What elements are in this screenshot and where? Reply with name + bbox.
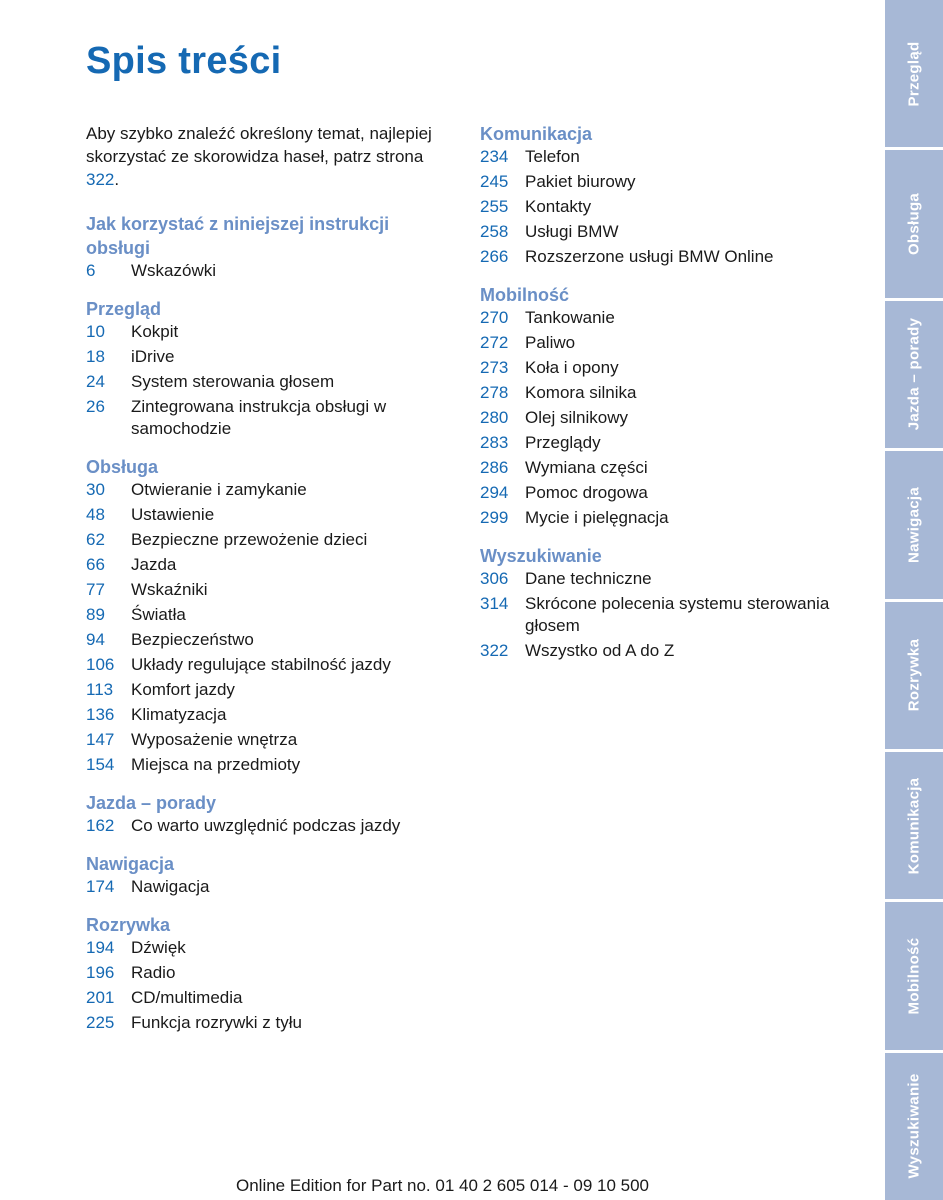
toc-entry[interactable] — [86, 1012, 446, 1034]
page-number[interactable]: 280 — [480, 408, 509, 427]
page-number[interactable]: 94 — [86, 630, 105, 649]
entry-label: Radio — [131, 963, 176, 982]
intro-paragraph — [86, 122, 446, 191]
entry-label: System sterowania głosem — [131, 372, 335, 391]
toc-entry[interactable] — [86, 321, 446, 343]
entry-label: Usługi BMW — [525, 222, 619, 241]
side-tab-rozrywka[interactable] — [885, 602, 943, 749]
toc-entry[interactable] — [86, 754, 446, 776]
entry-label: Olej silnikowy — [525, 408, 628, 427]
entry-label: Co warto uwzględnić podczas jazdy — [131, 816, 401, 835]
toc-entry[interactable] — [86, 504, 446, 526]
toc-entry[interactable] — [86, 654, 446, 676]
page-number[interactable]: 278 — [480, 383, 509, 402]
entry-label: Dane techniczne — [525, 569, 652, 588]
right-sections — [480, 122, 855, 662]
page-number[interactable]: 30 — [86, 480, 105, 499]
toc-entry[interactable] — [86, 629, 446, 651]
page-number[interactable]: 245 — [480, 172, 509, 191]
toc-entry[interactable] — [480, 482, 855, 504]
entry-label: Tankowanie — [525, 308, 615, 327]
side-tab-label: Obsługa — [905, 193, 923, 256]
side-tab-label: Przegląd — [905, 41, 923, 107]
toc-entry[interactable] — [86, 937, 446, 959]
page-number[interactable]: 66 — [86, 555, 105, 574]
toc-entry[interactable] — [86, 604, 446, 626]
side-tab-label: Nawigacja — [905, 486, 923, 563]
section-title[interactable]: Nawigacja — [86, 854, 175, 874]
toc-entry[interactable] — [86, 729, 446, 751]
section-title[interactable]: Wyszukiwanie — [480, 546, 602, 566]
toc-entry[interactable] — [480, 407, 855, 429]
side-tab-label: Komunikacja — [905, 777, 923, 874]
toc-entry[interactable] — [86, 346, 446, 368]
toc-entry[interactable] — [480, 221, 855, 243]
entry-label: Światła — [131, 605, 186, 624]
page-number[interactable]: 77 — [86, 580, 105, 599]
side-tab-label: Rozrywka — [905, 638, 923, 712]
entry-label: Jazda — [131, 555, 177, 574]
page-number[interactable]: 201 — [86, 988, 115, 1007]
entry-label: Klimatyzacja — [131, 705, 227, 724]
toc-section-jazda-porady — [86, 791, 446, 837]
entry-label: CD/multimedia — [131, 988, 243, 1007]
entry-label: Komora silnika — [525, 383, 637, 402]
page-number[interactable]: 136 — [86, 705, 115, 724]
page-number[interactable]: 147 — [86, 730, 115, 749]
toc-section-przeglad — [86, 297, 446, 440]
page-number[interactable]: 286 — [480, 458, 509, 477]
toc-entry[interactable] — [86, 371, 446, 393]
toc-entry[interactable] — [86, 479, 446, 501]
page-number[interactable]: 24 — [86, 372, 105, 391]
footer-edition-note: Online Edition for Part no. 01 40 2 605 014 - 09 10 500 — [235, 1176, 649, 1195]
toc-entry[interactable] — [480, 457, 855, 479]
intro-page-link[interactable]: 322 — [86, 170, 115, 189]
entry-label: Zintegrowana instrukcja obsługi w samochodzie — [131, 397, 387, 438]
page-number[interactable]: 18 — [86, 347, 105, 366]
toc-entry[interactable] — [86, 529, 446, 551]
toc-entry[interactable] — [480, 307, 855, 329]
toc-entry[interactable] — [480, 568, 855, 590]
page-number[interactable]: 106 — [86, 655, 115, 674]
entry-label: Komfort jazdy — [131, 680, 235, 699]
page-number[interactable]: 266 — [480, 247, 509, 266]
page-number[interactable]: 255 — [480, 197, 509, 216]
toc-section-wyszukiwanie — [480, 544, 855, 662]
page-number[interactable]: 294 — [480, 483, 509, 502]
page-number[interactable]: 48 — [86, 505, 105, 524]
toc-entry[interactable] — [480, 357, 855, 379]
entry-label: Pomoc drogowa — [525, 483, 648, 502]
page-number[interactable]: 174 — [86, 877, 115, 896]
toc-section-obsluga — [86, 455, 446, 776]
toc-entry[interactable] — [86, 260, 446, 282]
page-number[interactable]: 194 — [86, 938, 115, 957]
side-tab-mobilnosc[interactable] — [885, 902, 943, 1049]
intro-text: Aby szybko znaleźć określony temat, najlepiej skorzystać ze skorowidza haseł, patrz strona — [86, 124, 432, 166]
page-title: Spis treści — [86, 40, 282, 82]
entry-label: iDrive — [131, 347, 175, 366]
toc-entry[interactable] — [86, 396, 446, 440]
section-title[interactable]: Jak korzystać z niniejszej instrukcji obsługi — [86, 214, 390, 258]
page-number[interactable]: 162 — [86, 816, 115, 835]
entry-label: Rozszerzone usługi BMW Online — [525, 247, 774, 266]
section-title[interactable]: Rozrywka — [86, 915, 171, 935]
toc-section-mobilnosc — [480, 283, 855, 529]
toc-entry[interactable] — [86, 876, 446, 898]
side-tab-komunikacja[interactable] — [885, 752, 943, 899]
toc-section-rozrywka — [86, 913, 446, 1034]
entry-label: Dźwięk — [131, 938, 186, 957]
entry-label: Nawigacja — [131, 877, 210, 896]
toc-entry[interactable] — [480, 332, 855, 354]
page-number[interactable]: 89 — [86, 605, 105, 624]
toc-entry[interactable] — [480, 246, 855, 268]
entry-label: Kontakty — [525, 197, 592, 216]
toc-entry[interactable] — [86, 704, 446, 726]
toc-entry[interactable] — [86, 679, 446, 701]
section-title[interactable]: Obsługa — [86, 457, 159, 477]
entry-label: Kokpit — [131, 322, 179, 341]
page-number[interactable]: 62 — [86, 530, 105, 549]
section-title[interactable]: Przegląd — [86, 299, 162, 319]
page-number[interactable]: 10 — [86, 322, 105, 341]
entry-label: Funkcja rozrywki z tyłu — [131, 1013, 302, 1032]
toc-entry[interactable] — [480, 507, 855, 529]
toc-entry[interactable] — [86, 579, 446, 601]
entry-label: Koła i opony — [525, 358, 619, 377]
left-sections — [86, 212, 446, 1034]
side-tab-obsluga[interactable] — [885, 150, 943, 297]
page-number[interactable]: 6 — [86, 261, 96, 280]
toc-entry[interactable] — [480, 432, 855, 454]
entry-label: Układy regulujące stabilność jazdy — [131, 655, 391, 674]
page-number[interactable]: 225 — [86, 1013, 115, 1032]
entry-label: Pakiet biurowy — [525, 172, 636, 191]
page-number[interactable]: 26 — [86, 397, 105, 416]
toc-entry[interactable] — [480, 196, 855, 218]
page-number[interactable]: 258 — [480, 222, 509, 241]
page-number[interactable]: 234 — [480, 147, 509, 166]
entry-label: Telefon — [525, 147, 580, 166]
toc-section-jak-korzystac-z-niniejszej-instrukcji-obslugi — [86, 212, 446, 282]
page-number[interactable]: 299 — [480, 508, 509, 527]
toc-section-komunikacja — [480, 122, 855, 268]
page-number[interactable]: 270 — [480, 308, 509, 327]
toc-entry[interactable] — [86, 554, 446, 576]
page-number[interactable]: 273 — [480, 358, 509, 377]
toc-entry[interactable] — [480, 146, 855, 168]
toc-entry[interactable] — [480, 382, 855, 404]
entry-label: Paliwo — [525, 333, 576, 352]
entry-label: Miejsca na przedmioty — [131, 755, 301, 774]
section-title[interactable]: Mobilność — [480, 285, 569, 305]
toc-section-nawigacja — [86, 852, 446, 898]
entry-label: Ustawienie — [131, 505, 215, 524]
entry-label: Bezpieczne przewożenie dzieci — [131, 530, 368, 549]
side-tab-wyszukiwanie[interactable] — [885, 1053, 943, 1200]
side-tab-nawigacja[interactable] — [885, 451, 943, 598]
page-number[interactable]: 306 — [480, 569, 509, 588]
entry-label: Otwieranie i zamykanie — [131, 480, 307, 499]
toc-left-column — [86, 122, 446, 1049]
entry-label: Przeglądy — [525, 433, 601, 452]
page-number[interactable]: 154 — [86, 755, 115, 774]
side-tab-label: Mobilność — [905, 937, 923, 1015]
side-tab-bar — [885, 0, 943, 1200]
toc-entry[interactable] — [86, 962, 446, 984]
side-tab-label: Wyszukiwanie — [905, 1073, 923, 1179]
entry-label: Wyposażenie wnętrza — [131, 730, 298, 749]
toc-entry[interactable] — [480, 593, 855, 637]
page-number[interactable]: 322 — [480, 641, 509, 660]
entry-label: Wymiana części — [525, 458, 648, 477]
toc-right-column — [480, 122, 855, 677]
toc-entry[interactable] — [480, 171, 855, 193]
entry-label: Skrócone polecenia systemu sterowania głosem — [525, 594, 830, 635]
section-title[interactable]: Komunikacja — [480, 124, 593, 144]
entry-label: Wskazówki — [131, 261, 217, 280]
page-number[interactable]: 113 — [86, 680, 114, 699]
entry-label: Bezpieczeństwo — [131, 630, 254, 649]
entry-label: Wszystko od A do Z — [525, 641, 675, 660]
page-number[interactable]: 272 — [480, 333, 509, 352]
entry-label: Wskaźniki — [131, 580, 208, 599]
intro-text-end: . — [114, 170, 120, 189]
page-number[interactable]: 314 — [480, 594, 509, 613]
side-tab-label: Jazda – porady — [905, 318, 923, 431]
side-tab-przeglad[interactable] — [885, 0, 943, 147]
toc-entry[interactable] — [480, 640, 855, 662]
side-tab-jazda-porady[interactable] — [885, 301, 943, 448]
toc-entry[interactable] — [86, 815, 446, 837]
page-number[interactable]: 196 — [86, 963, 115, 982]
toc-entry[interactable] — [86, 987, 446, 1009]
section-title[interactable]: Jazda – porady — [86, 793, 217, 813]
page-number[interactable]: 283 — [480, 433, 509, 452]
entry-label: Mycie i pielęgnacja — [525, 508, 669, 527]
